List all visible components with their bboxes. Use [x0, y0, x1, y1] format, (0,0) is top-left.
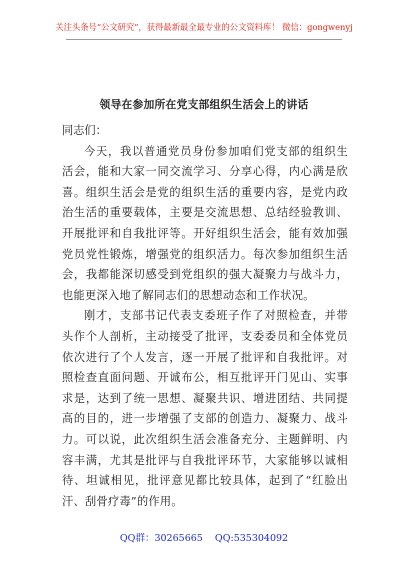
header-divider: [66, 39, 342, 40]
paragraph-1: 今天，我以普通党员身份参加咱们党支部的组织生活会，能和大家一同交流学习、分享心得，内心满是欣喜。组织生活会是党的组织生活的重要内容，是党内政治生活的重要载体，主要是交流思想、总结经验教训、开展批评和自我批评等。开好组织生活会，能有效加强党员党性锻炼，增强党的组织活力。每次参加组织生活会，我都能深切感受到党组织的强大凝聚力与战斗力，也能更深入地了解同志们的思想动态和工作状况。: [62, 144, 348, 302]
footer-qq: QQ:535304092: [214, 533, 289, 544]
document-body: [62, 117, 348, 512]
header-note: 关注头条号“公文研究”，获得最新最全最专业的公文资料库！ 微信：gongwenyj: [55, 22, 353, 32]
footer-qq-group: QQ群：30265665: [119, 533, 203, 544]
salutation: 同志们：: [62, 124, 107, 137]
paragraph-2: 刚才，支部书记代表支委班子作了对照检查，并带头作个人剖析，主动接受了批评，支委委员和全体党员依次进行了个人发言，逐一开展了批评和自我批评。对照检查直面问题、开诚布公，相互批评开门见山、实事求是，达到了统一思想、凝聚共识、增进团结、共同提高的目的，进一步增强了支部的创造力、凝聚力、战斗力。可以说，此次组织生活会准备充分、主题鲜明、内容丰满，尤其是批评与自我批评环节，大家能够以诚相待、坦诚相见，批评意见都比较具体，起到了“红脸出汗、刮骨疗毒”的作用。: [62, 309, 348, 508]
footer-contact: [0, 533, 408, 545]
document-title: 领导在参加所在党支部组织生活会上的讲话: [99, 98, 309, 111]
